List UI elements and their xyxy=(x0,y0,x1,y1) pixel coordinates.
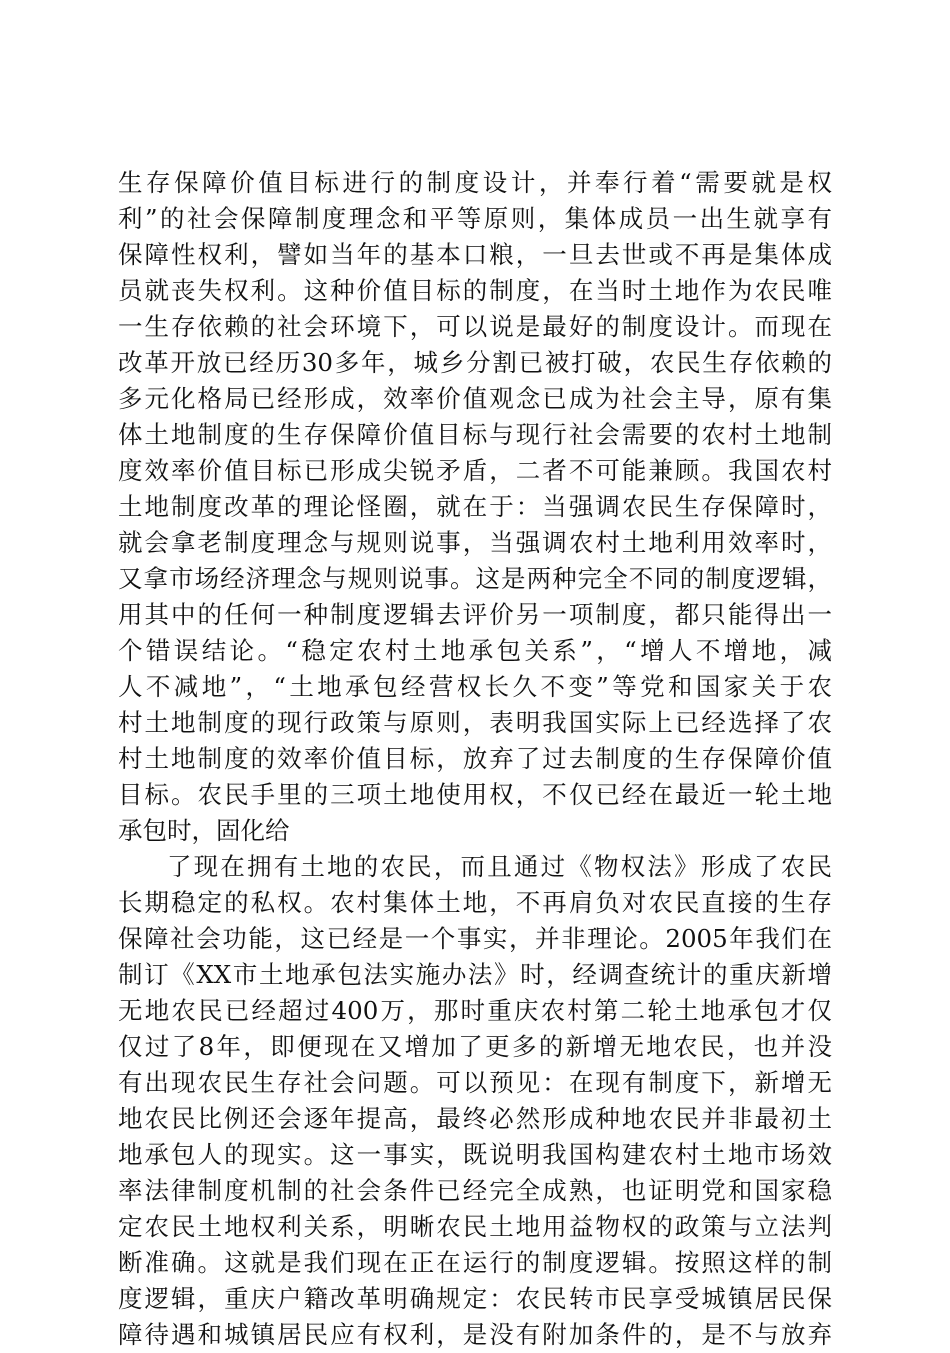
text-line: 土地制度改革的理论怪圈，就在于：当强调农民生存保障时， xyxy=(118,492,832,521)
text-line: 人不减地”，“土地承包经营权长久不变”等党和国家关于农 xyxy=(118,672,832,701)
text-line: 改革开放已经历30多年，城乡分割已被打破，农民生存依赖的 xyxy=(118,348,832,377)
text-line: 保障性权利，譬如当年的基本口粮，一旦去世或不再是集体成 xyxy=(118,240,832,269)
text-line: 生存保障价值目标进行的制度设计，并奉行着“需要就是权 xyxy=(118,168,832,197)
text-line: 制订《XX市土地承包法实施办法》时，经调查统计的重庆新增 xyxy=(118,960,832,989)
text-line: 度效率价值目标已形成尖锐矛盾，二者不可能兼顾。我国农村 xyxy=(118,456,832,485)
text-line: 地承包人的现实。这一事实，既说明我国构建农村土地市场效 xyxy=(118,1140,832,1169)
text-line: 员就丧失权利。这种价值目标的制度，在当时土地作为农民唯 xyxy=(118,276,832,305)
text-line: 定农民土地权利关系，明晰农民土地用益物权的政策与立法判 xyxy=(118,1212,832,1241)
text-line: 体土地制度的生存保障价值目标与现行社会需要的农村土地制 xyxy=(118,420,832,449)
text-line: 障待遇和城镇居民应有权利，是没有附加条件的，是不与放弃 xyxy=(118,1320,832,1349)
text-line: 利”的社会保障制度理念和平等原则，集体成员一出生就享有 xyxy=(118,204,832,233)
text-line: 承包时，固化给 xyxy=(118,816,290,845)
text-line: 率法律制度机制的社会条件已经完全成熟，也证明党和国家稳 xyxy=(118,1176,832,1205)
text-line: 地农民比例还会逐年提高，最终必然形成种地农民并非最初土 xyxy=(118,1104,832,1133)
text-line: 长期稳定的私权。农村集体土地，不再肩负对农民直接的生存 xyxy=(118,888,832,917)
text-line: 多元化格局已经形成，效率价值观念已成为社会主导，原有集 xyxy=(118,384,832,413)
text-line: 目标。农民手里的三项土地使用权，不仅已经在最近一轮土地 xyxy=(118,780,832,809)
text-line: 就会拿老制度理念与规则说事，当强调农村土地利用效率时， xyxy=(118,528,832,557)
text-line: 个错误结论。“稳定农村土地承包关系”，“增人不增地，减 xyxy=(118,636,832,665)
text-line: 又拿市场经济理念与规则说事。这是两种完全不同的制度逻辑， xyxy=(118,564,832,593)
text-line: 断准确。这就是我们现在正在运行的制度逻辑。按照这样的制 xyxy=(118,1248,832,1277)
text-line: 村土地制度的现行政策与原则，表明我国实际上已经选择了农 xyxy=(118,708,832,737)
text-line: 有出现农民生存社会问题。可以预见：在现有制度下，新增无 xyxy=(118,1068,832,1097)
text-line: 村土地制度的效率价值目标，放弃了过去制度的生存保障价值 xyxy=(118,744,832,773)
text-line: 无地农民已经超过400万，那时重庆农村第二轮土地承包才仅 xyxy=(118,996,832,1025)
text-line: 用其中的任何一种制度逻辑去评价另一项制度，都只能得出一 xyxy=(118,600,832,629)
text-line: 保障社会功能，这已经是一个事实，并非理论。2005年我们在 xyxy=(118,924,832,953)
text-line: 了现在拥有土地的农民，而且通过《物权法》形成了农民 xyxy=(167,852,832,881)
text-line: 一生存依赖的社会环境下，可以说是最好的制度设计。而现在 xyxy=(118,312,832,341)
text-line: 仅过了8年，即便现在又增加了更多的新增无地农民，也并没 xyxy=(118,1032,832,1061)
text-line: 度逻辑，重庆户籍改革明确规定：农民转市民享受城镇居民保 xyxy=(118,1284,832,1313)
